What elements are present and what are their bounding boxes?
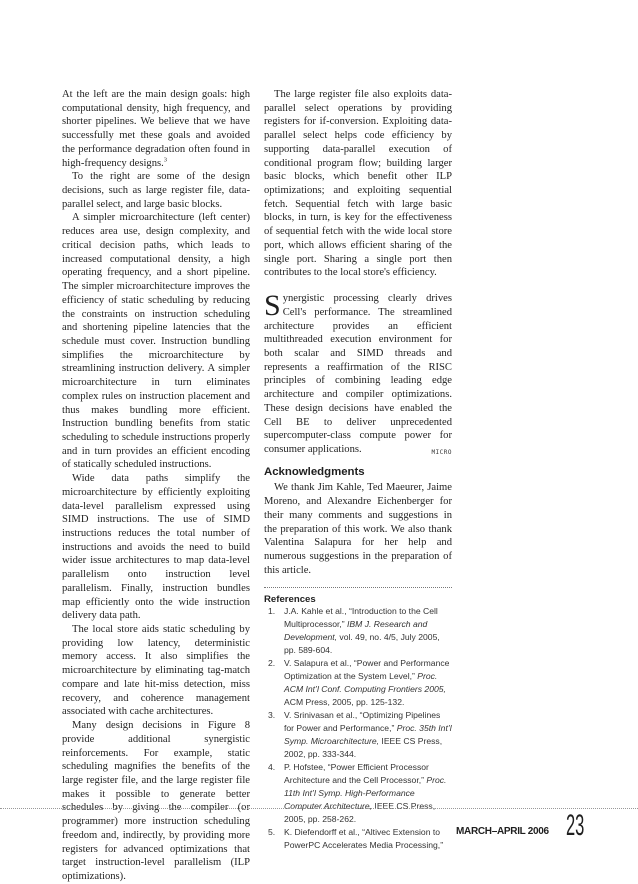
footnote-ref: 3: [163, 156, 168, 164]
reference-source: Proc. ACM Int’l Conf. Computing Frontiers 2005,: [284, 671, 446, 695]
reference-details: IEEE CS Press, 2002, pp. 333-344.: [284, 736, 443, 760]
left-column: [62, 88, 250, 884]
reference-details: ACM Press, 2005, pp. 125-132.: [284, 697, 405, 708]
reference-details: vol. 49, no. 4/5, July 2005, pp. 589-604.: [284, 632, 440, 656]
reference-details: IEEE CS Press, 2005, pp. 258-262.: [284, 801, 436, 825]
footer-divider: [0, 808, 638, 809]
paragraph-local-store: The local store aids static scheduling by providing low latency, deterministic memory access. It also simplifies the microarchitecture by eliminating tag-match compare and late hit-miss detection, miss recovery, and coherence management associated with cache architectures.: [62, 624, 250, 718]
references-list: [264, 605, 452, 852]
issue-date: MARCH–APRIL 2006: [456, 826, 549, 837]
paragraph-simpler-microarchitecture: A simpler microarchitecture (left center) reduces area use, design complexity, and critical decision paths, which leads to increased computational density, a high operating frequency, and a short pipeline. The simpler microarchitecture improves the efficiency of static scheduling by reducing the constraints on instruction scheduling and shortening pipeline latencies that the schedule must cover. Instruction bundling simplifies the microarchitecture by streamlining instruction delivery. A simpler microarchitecture in turn eliminates complex rules on instruction placement and thus makes bundling more efficient. Instruction bundling benefits from static scheduling to schedule instructions properly and in turn provides an efficient encoding of statically scheduled instructions.: [62, 212, 250, 471]
reference-source: IBM J. Research and Development,: [284, 619, 428, 643]
micro-end-mark: MICRO: [431, 448, 452, 456]
reference-item: [264, 709, 452, 761]
reference-number: 4.: [268, 762, 276, 773]
acknowledgments-heading: Acknowledgments: [264, 465, 365, 478]
reference-item: [264, 761, 452, 826]
reference-number: 1.: [268, 606, 276, 617]
reference-number: 3.: [268, 710, 276, 721]
reference-item: [264, 826, 452, 852]
reference-item: [264, 605, 452, 657]
paragraph-conclusion-text: ynergistic processing clearly drives Cell's performance. The streamlined architecture provides an efficient multithreaded execution environment for both scalar and SIMD threads and represents a reaffirmation of the RISC principles of combining leading edge architecture and compiler optimizations. These design decisions have enabled the Cell BE to deliver unprecedented supercomputer-class compute power for consumer applications.: [264, 293, 452, 455]
paragraph-synergistic-reinforcements: Many design decisions in Figure 8 provide additional synergistic reinforcements. For example, static scheduling magnifies the benefits of the large register file, and the large register file makes it possible to generate better schedules by giving the compiler (or programmer) more instruction scheduling freedom and, indirectly, by providing more registers for advanced optimizations that target instruction-level parallelism (ILP optimizations).: [62, 720, 250, 882]
acknowledgments-text: We thank Jim Kahle, Ted Maeurer, Jaime Moreno, and Alexandre Eichenberger for their many comments and suggestions in the preparation of this work. We also thank Valentina Salapura for her help and numerous suggestions in the preparation of this article.: [264, 482, 452, 576]
reference-text: V. Srinivasan et al., “Optimizing Pipelines for Power and Performance,”: [284, 710, 441, 734]
reference-source: Proc. 11th Int’l Symp. High-Performance Computer Architecture,: [284, 775, 447, 812]
references-heading: References: [264, 594, 316, 606]
reference-text: V. Salapura et al., “Power and Performance Optimization at the System Level,”: [284, 658, 450, 682]
paragraph-design-decisions: To the right are some of the design decisions, such as large register file, data-parallel select, and large basic blocks.: [62, 171, 250, 210]
references-divider: [264, 587, 452, 588]
paragraph-wide-data-paths: Wide data paths simplify the microarchitecture by efficiently exploiting data-level parallelism expressed using SIMD instructions. The use of SIMD instructions reduces the total number of instructions and avoids the need to build wider issue architectures to map data-level parallelism onto instruction level parallelism. Finally, instruction bundles map efficiently onto the wide instruction delivery data path.: [62, 473, 250, 622]
reference-source: Proc. 35th Int’l Symp. Microarchitecture,: [284, 723, 452, 747]
paragraph-design-goals: [62, 88, 250, 170]
reference-item: [264, 657, 452, 709]
reference-text: J.A. Kahle et al., “Introduction to the Cell Multiprocessor,”: [284, 606, 438, 630]
paragraph-conclusion: [264, 289, 452, 457]
reference-text: P. Hofstee, “Power Efficient Processor Architecture and the Cell Processor,”: [284, 762, 429, 786]
page-number: 23: [566, 809, 585, 842]
reference-number: 2.: [268, 658, 276, 669]
right-column: [264, 88, 452, 852]
paragraph-design-goals-text: At the left are the main design goals: high computational density, high frequency, and shorter pipelines. We believe that we have successfully met these goals and avoided the performance degradation often found in high-frequency designs.: [62, 89, 250, 169]
reference-text: K. Diefendorff et al., “Altivec Extension to PowerPC Accelerates Media Processing,”: [284, 827, 444, 851]
reference-number: 5.: [268, 827, 276, 838]
paragraph-register-file: The large register file also exploits data-parallel select operations by providing registers for if-conversion. Exploiting data-parallel select helps code efficiency by supporting data-parallel execution of conditional program flow; building larger basic blocks, which benefit other ILP optimizations; and exploiting sequential fetch. Sequential fetch with large basic blocks, in turn, is key for the effectiveness of sequential fetch with the wide local store port, which allows efficient sharing of the single port. Sharing a single port then contributes to the local store's efficiency.: [264, 89, 452, 279]
drop-cap: S: [264, 289, 281, 323]
